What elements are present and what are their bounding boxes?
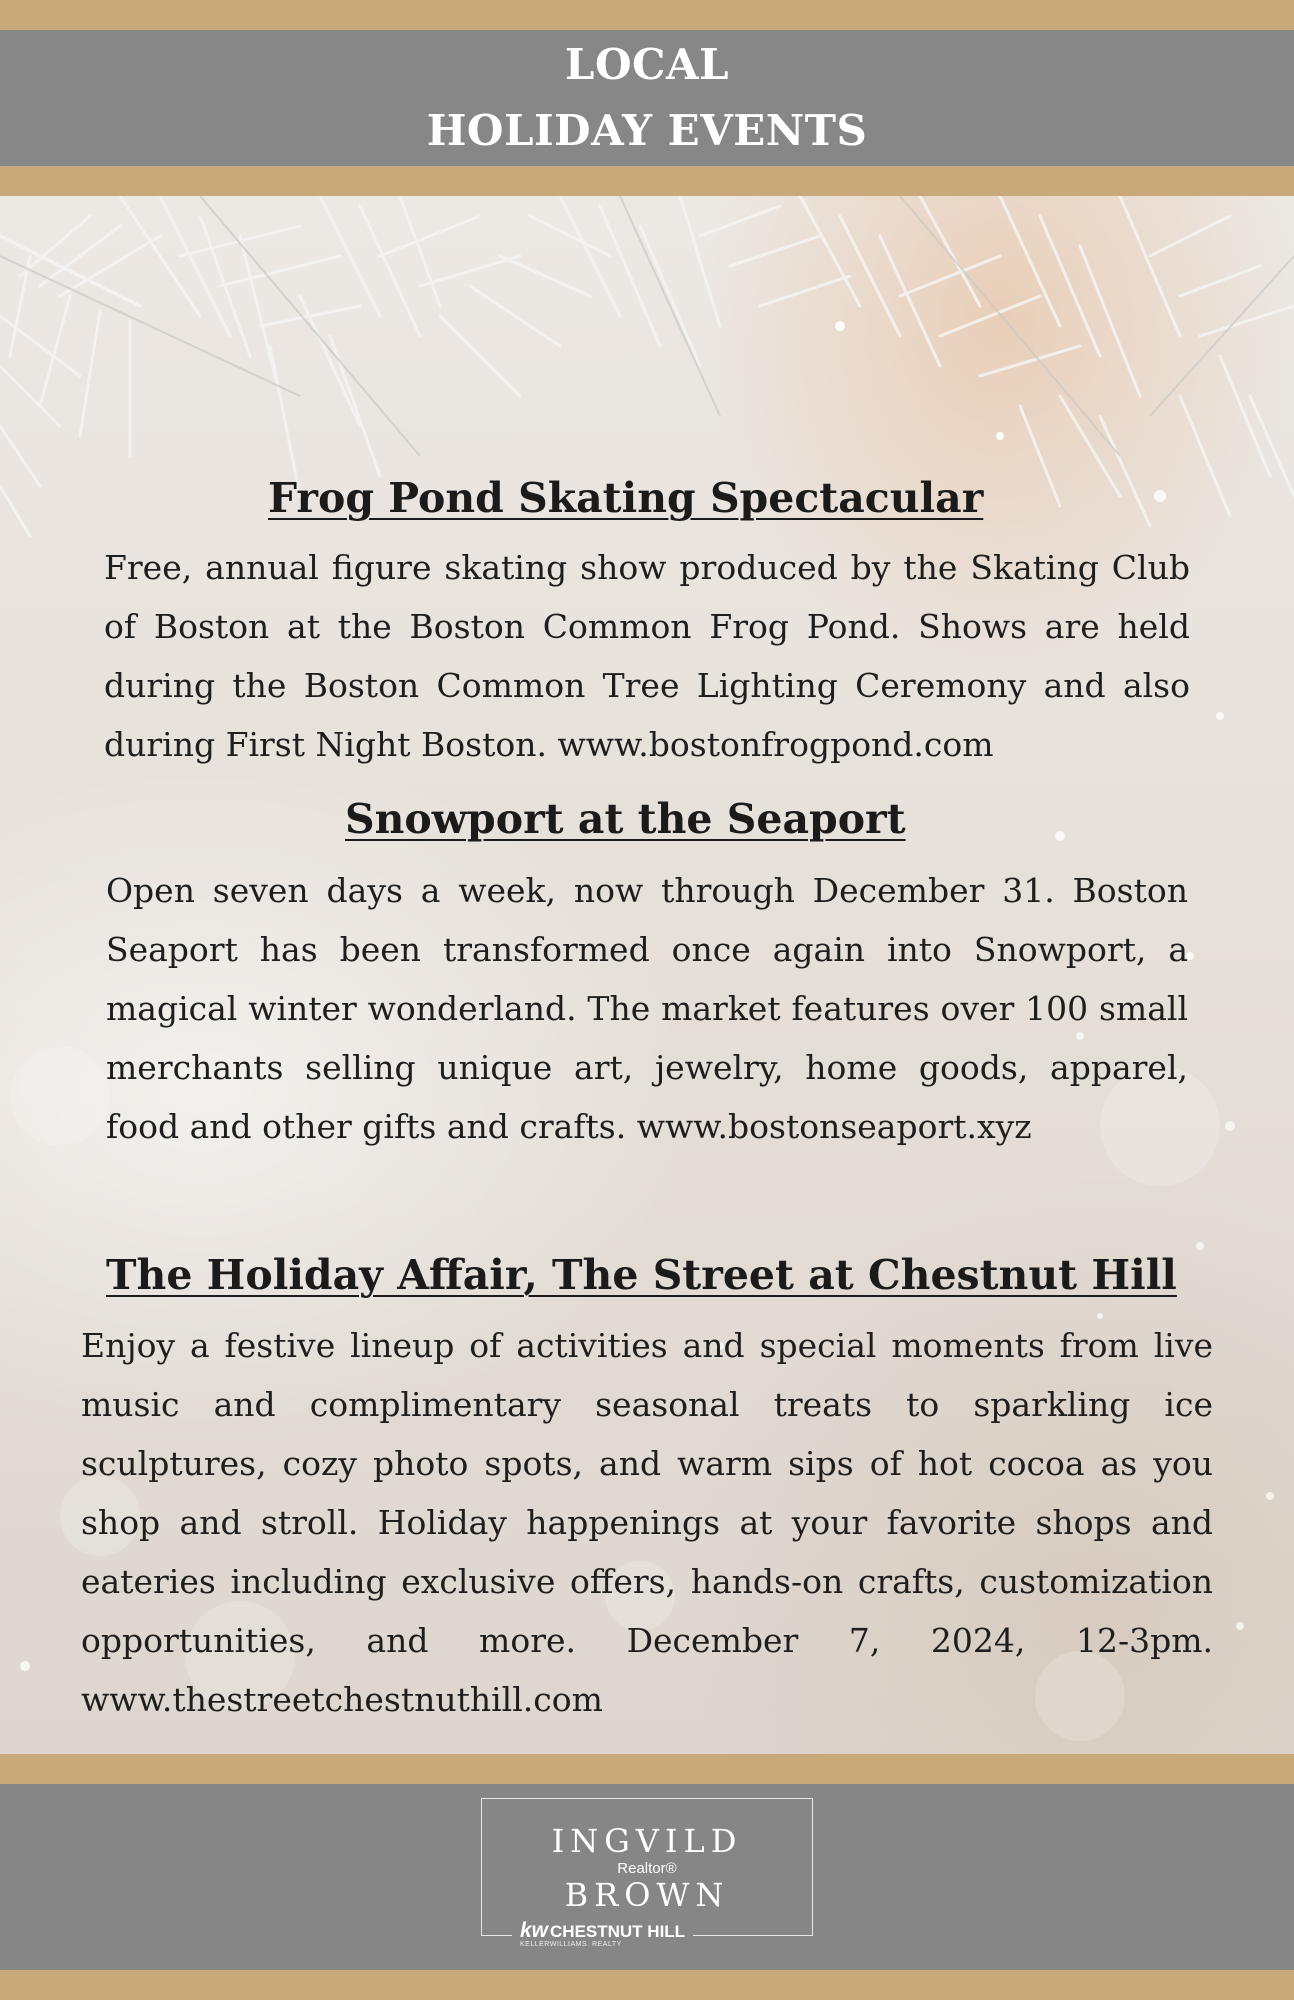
event-body-snowport: Open seven days a week, now through December 31. Boston Seaport has been transformed once again into Snowport, a magical winter wonderland. The market features over 100 small merchants selling unique art, jewelry, home goods, apparel, food and other gifts and crafts. www.bostonseaport.xyz bbox=[106, 871, 1188, 1146]
logo-first-name: INGVILD bbox=[551, 1822, 743, 1860]
event-body-holiday-affair: Enjoy a festive lineup of activities and special moments from live music and complimentary seasonal treats to sparkling ice sculptures, cozy photo spots, and warm sips of hot cocoa as you shop and stroll. Holiday happenings at your favorite shops and eateries including exclusive offers, hands-on crafts, customization opportunities, and more. December 7, 2024, 12-3pm. www.thestreetchestnuthill.com bbox=[81, 1326, 1213, 1719]
event-title-frog-pond: Frog Pond Skating Spectacular bbox=[268, 474, 984, 522]
realtor-logo bbox=[481, 1798, 813, 1948]
kw-logo-mark: kw bbox=[520, 1919, 549, 1942]
logo-brokerage bbox=[512, 1921, 693, 1942]
logo-brokerage-sub: KELLERWILLIAMS. REALTY bbox=[520, 1941, 622, 1948]
lower-gold-band bbox=[0, 1754, 1294, 1784]
logo-brokerage-name: CHESTNUT HILL bbox=[550, 1922, 686, 1941]
event-body-frog-pond: Free, annual figure skating show produced by the Skating Club of Boston at the Boston Common Frog Pond. Shows are held during the Boston Common Tree Lighting Ceremony and also during First Night Boston. www.bostonfrogpond.com bbox=[104, 548, 1190, 764]
header-line-2: HOLIDAY EVENTS bbox=[426, 106, 868, 155]
content-area bbox=[0, 196, 1294, 1754]
top-gold-band bbox=[0, 0, 1294, 30]
event-title-snowport: Snowport at the Seaport bbox=[345, 795, 906, 843]
header-banner bbox=[0, 30, 1294, 166]
logo-realtor-label: Realtor® bbox=[617, 1860, 677, 1877]
event-title-holiday-affair: The Holiday Affair, The Street at Chestnut Hill bbox=[106, 1251, 1177, 1299]
footer-banner bbox=[0, 1784, 1294, 1970]
header-line-1: LOCAL bbox=[564, 40, 730, 89]
bottom-gold-band bbox=[0, 1970, 1294, 2000]
logo-last-name: BROWN bbox=[564, 1876, 730, 1914]
upper-gold-band bbox=[0, 166, 1294, 196]
